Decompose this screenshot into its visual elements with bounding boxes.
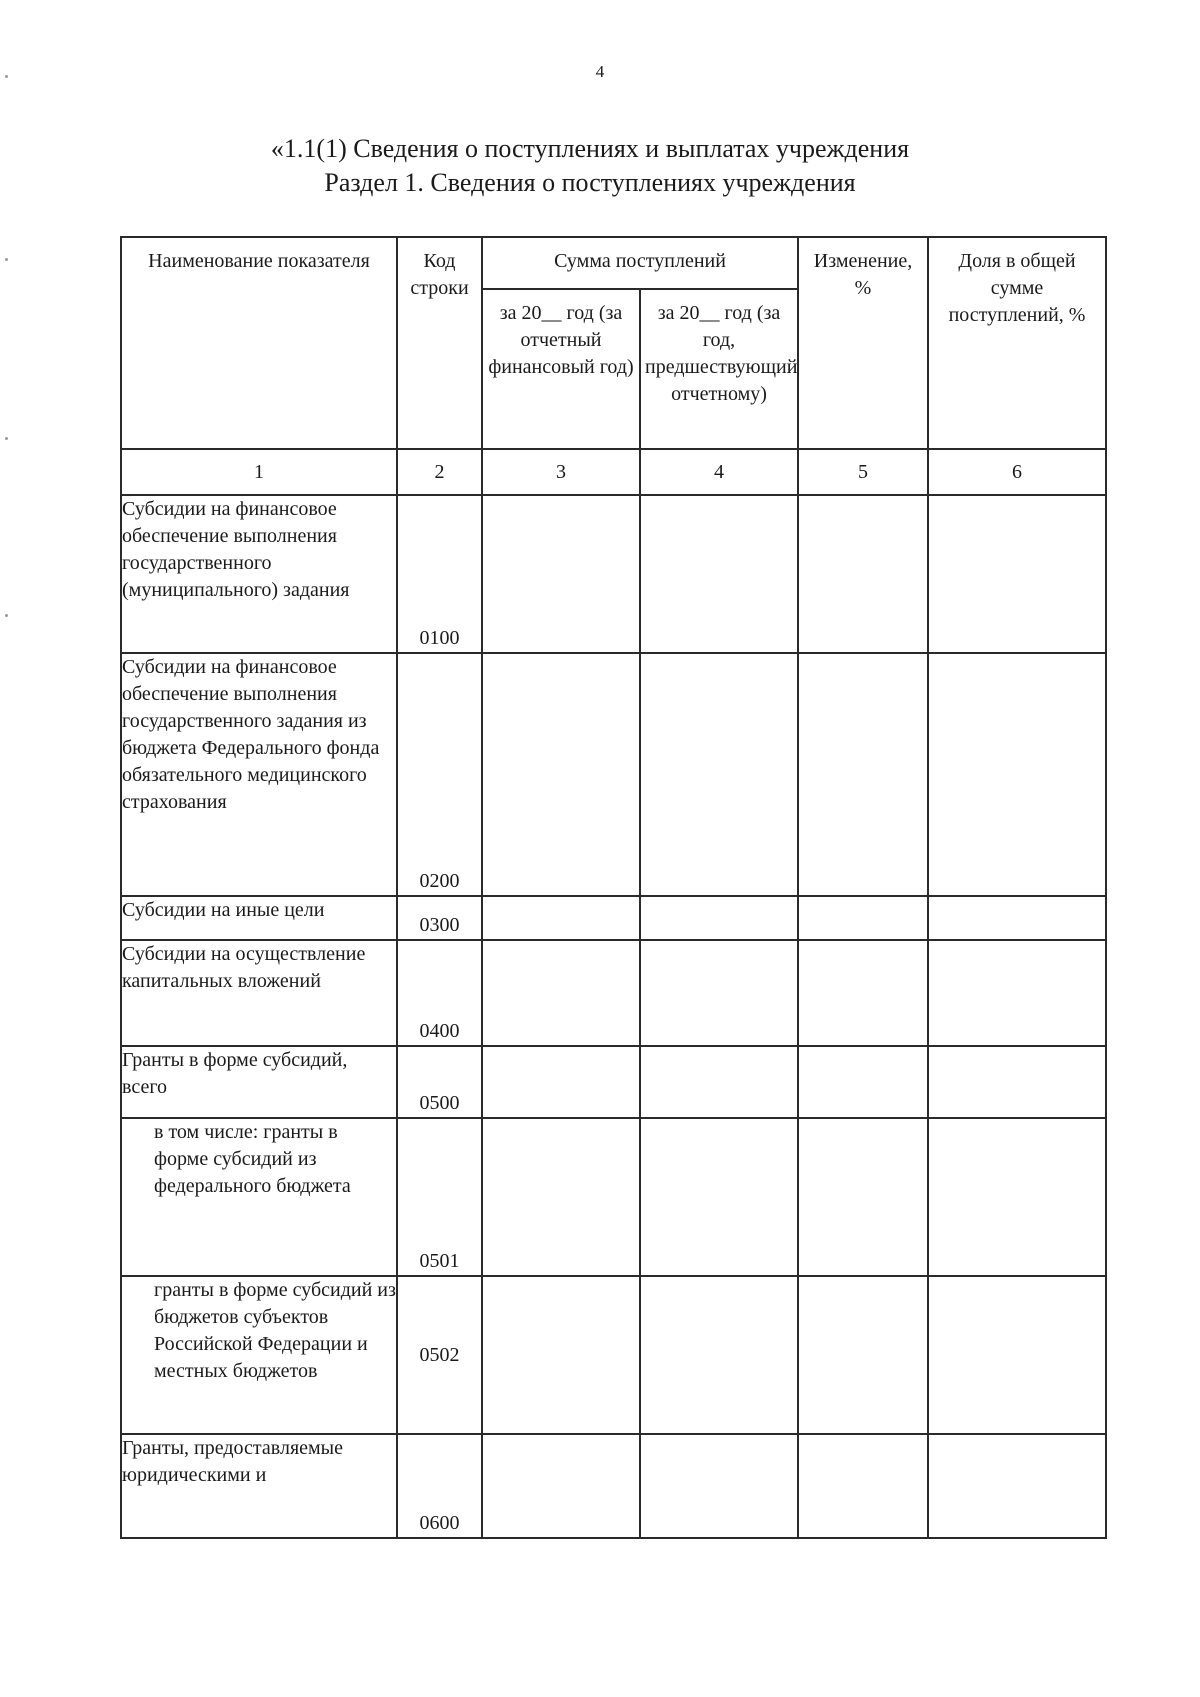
row-code: 0200 [397,653,482,896]
cell-change-value[interactable] [798,653,928,896]
table-row [121,653,1106,896]
table-row [121,1276,1106,1434]
scan-artifact-dot [5,614,8,617]
cell-previous-year-value[interactable] [640,1276,798,1434]
page-number: 4 [595,62,605,81]
row-name: Гранты в форме субсидий, всего [121,1046,397,1118]
header-reporting-year: за 20__ год (за отчетный финансовый год) [482,289,640,449]
column-number: 1 [121,449,397,495]
cell-reporting-year-value[interactable] [482,896,640,940]
row-name: Субсидии на финансовое обеспечение выполнения государственного (муниципального) задания [121,495,397,653]
row-code: 0500 [397,1046,482,1118]
row-name: Гранты, предоставляемые юридическими и [121,1434,397,1538]
cell-share-value[interactable] [928,1046,1106,1118]
cell-reporting-year-value[interactable] [482,495,640,653]
cell-change-value[interactable] [798,1276,928,1434]
table-row [121,896,1106,940]
table-row [121,1046,1106,1118]
header-revenue-sum: Сумма поступлений [482,237,798,289]
row-name: Субсидии на финансовое обеспечение выполнения государственного задания из бюджета Федерального фонда обязательного медицинского страхования [121,653,397,896]
row-name: Субсидии на иные цели [121,896,397,940]
cell-previous-year-value[interactable] [640,653,798,896]
row-code: 0501 [397,1118,482,1276]
cell-share-value[interactable] [928,1434,1106,1538]
cell-previous-year-value[interactable] [640,896,798,940]
cell-change-value[interactable] [798,1434,928,1538]
cell-reporting-year-value[interactable] [482,653,640,896]
cell-change-value[interactable] [798,495,928,653]
cell-reporting-year-value[interactable] [482,940,640,1046]
table-row [121,1434,1106,1538]
cell-reporting-year-value[interactable] [482,1046,640,1118]
cell-reporting-year-value[interactable] [482,1434,640,1538]
cell-share-value[interactable] [928,653,1106,896]
revenue-table [120,236,1107,1539]
row-name: Субсидии на осуществление капитальных вложений [121,940,397,1046]
title-line-1: «1.1(1) Сведения о поступлениях и выплатах учреждения [270,134,910,163]
title-line-2: Раздел 1. Сведения о поступлениях учреждения [324,168,856,197]
column-number: 6 [928,449,1106,495]
column-number: 3 [482,449,640,495]
cell-share-value[interactable] [928,896,1106,940]
column-number: 2 [397,449,482,495]
row-code: 0600 [397,1434,482,1538]
row-code: 0100 [397,495,482,653]
table-row [121,940,1106,1046]
cell-change-value[interactable] [798,940,928,1046]
header-previous-year: за 20__ год (за год, предшествующий отчетному) [640,289,798,449]
row-name: гранты в форме субсидий из бюджетов субъектов Российской Федерации и местных бюджетов [121,1276,397,1434]
cell-share-value[interactable] [928,1276,1106,1434]
cell-previous-year-value[interactable] [640,1118,798,1276]
table-row [121,1118,1106,1276]
document-title [200,132,980,200]
cell-change-value[interactable] [798,1118,928,1276]
cell-previous-year-value[interactable] [640,940,798,1046]
cell-share-value[interactable] [928,495,1106,653]
cell-previous-year-value[interactable] [640,1434,798,1538]
row-code: 0300 [397,896,482,940]
header-indicator-name: Наименование показателя [121,237,397,449]
cell-previous-year-value[interactable] [640,495,798,653]
header-share-percent: Доля в общей сумме поступлений, % [928,237,1106,449]
cell-change-value[interactable] [798,1046,928,1118]
row-code: 0400 [397,940,482,1046]
row-code: 0502 [397,1276,482,1434]
cell-share-value[interactable] [928,940,1106,1046]
header-change-percent: Изменение, % [798,237,928,449]
column-number: 4 [640,449,798,495]
row-name: в том числе: гранты в форме субсидий из федерального бюджета [121,1118,397,1276]
scan-artifact-dot [5,258,8,261]
cell-share-value[interactable] [928,1118,1106,1276]
header-line-code: Код строки [397,237,482,449]
cell-change-value[interactable] [798,896,928,940]
table-row [121,495,1106,653]
cell-reporting-year-value[interactable] [482,1276,640,1434]
cell-reporting-year-value[interactable] [482,1118,640,1276]
column-number: 5 [798,449,928,495]
scan-artifact-dot [5,437,8,440]
column-number-row [121,449,1106,495]
cell-previous-year-value[interactable] [640,1046,798,1118]
